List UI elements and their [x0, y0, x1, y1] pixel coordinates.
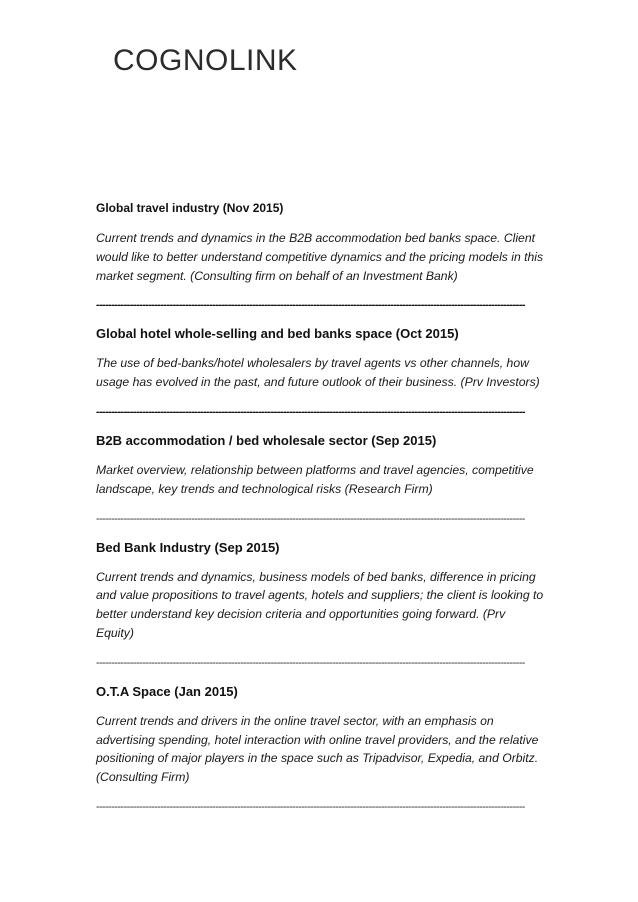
- project-description: The use of bed-banks/hotel wholesalers by travel agents vs other channels, how usage has evolved in the past, and future outlook of their business. (Prv Investors): [96, 356, 540, 390]
- project-title: Global travel industry (Nov 2015): [96, 201, 284, 215]
- divider: --------------------------------------------------------------------------------------------------------------------------------------------: [96, 405, 525, 418]
- divider: --------------------------------------------------------------------------------------------------------------------------------------------: [96, 299, 525, 312]
- project-title: Global hotel whole-selling and bed banks space (Oct 2015): [96, 326, 459, 342]
- project-title: O.T.A Space (Jan 2015): [96, 683, 238, 699]
- project-entry: [96, 432, 546, 499]
- project-entry: [96, 325, 546, 392]
- cognolink-logo: COGNOLINK: [113, 44, 298, 77]
- project-entry: [96, 683, 546, 787]
- project-description: Current trends and dynamics, business models of bed banks, difference in pricing and value propositions to travel agents, hotels and suppliers; the client is looking to better understand key decision criteria and opportunities going forward. (Prv Equity): [96, 569, 544, 640]
- project-title: Bed Bank Industry (Sep 2015): [96, 539, 280, 555]
- project-description: Current trends and drivers in the online travel sector, with an emphasis on advertising spending, hotel interaction with online travel providers, and the relative positioning of major players in the space such as Tripadvisor, Expedia, and Orbitz. (Consulting Firm): [96, 713, 539, 785]
- project-entry: [96, 539, 546, 643]
- project-description: Current trends and dynamics in the B2B accommodation bed banks space. Client would like to better understand competitive dynamics and the pricing models in this market segment. (Consulting firm on behalf of an Investment Bank): [96, 231, 544, 283]
- divider: --------------------------------------------------------------------------------------------------------------------------------------------: [96, 800, 525, 813]
- project-title: B2B accommodation / bed wholesale sector (Sep 2015): [96, 432, 437, 448]
- divider: --------------------------------------------------------------------------------------------------------------------------------------------: [96, 512, 525, 525]
- project-description: Market overview, relationship between platforms and travel agencies, competitive landscape, key trends and technological risks (Research Firm): [96, 462, 534, 496]
- project-entry: [96, 200, 546, 285]
- divider: --------------------------------------------------------------------------------------------------------------------------------------------: [96, 656, 525, 669]
- project-list: [96, 200, 546, 827]
